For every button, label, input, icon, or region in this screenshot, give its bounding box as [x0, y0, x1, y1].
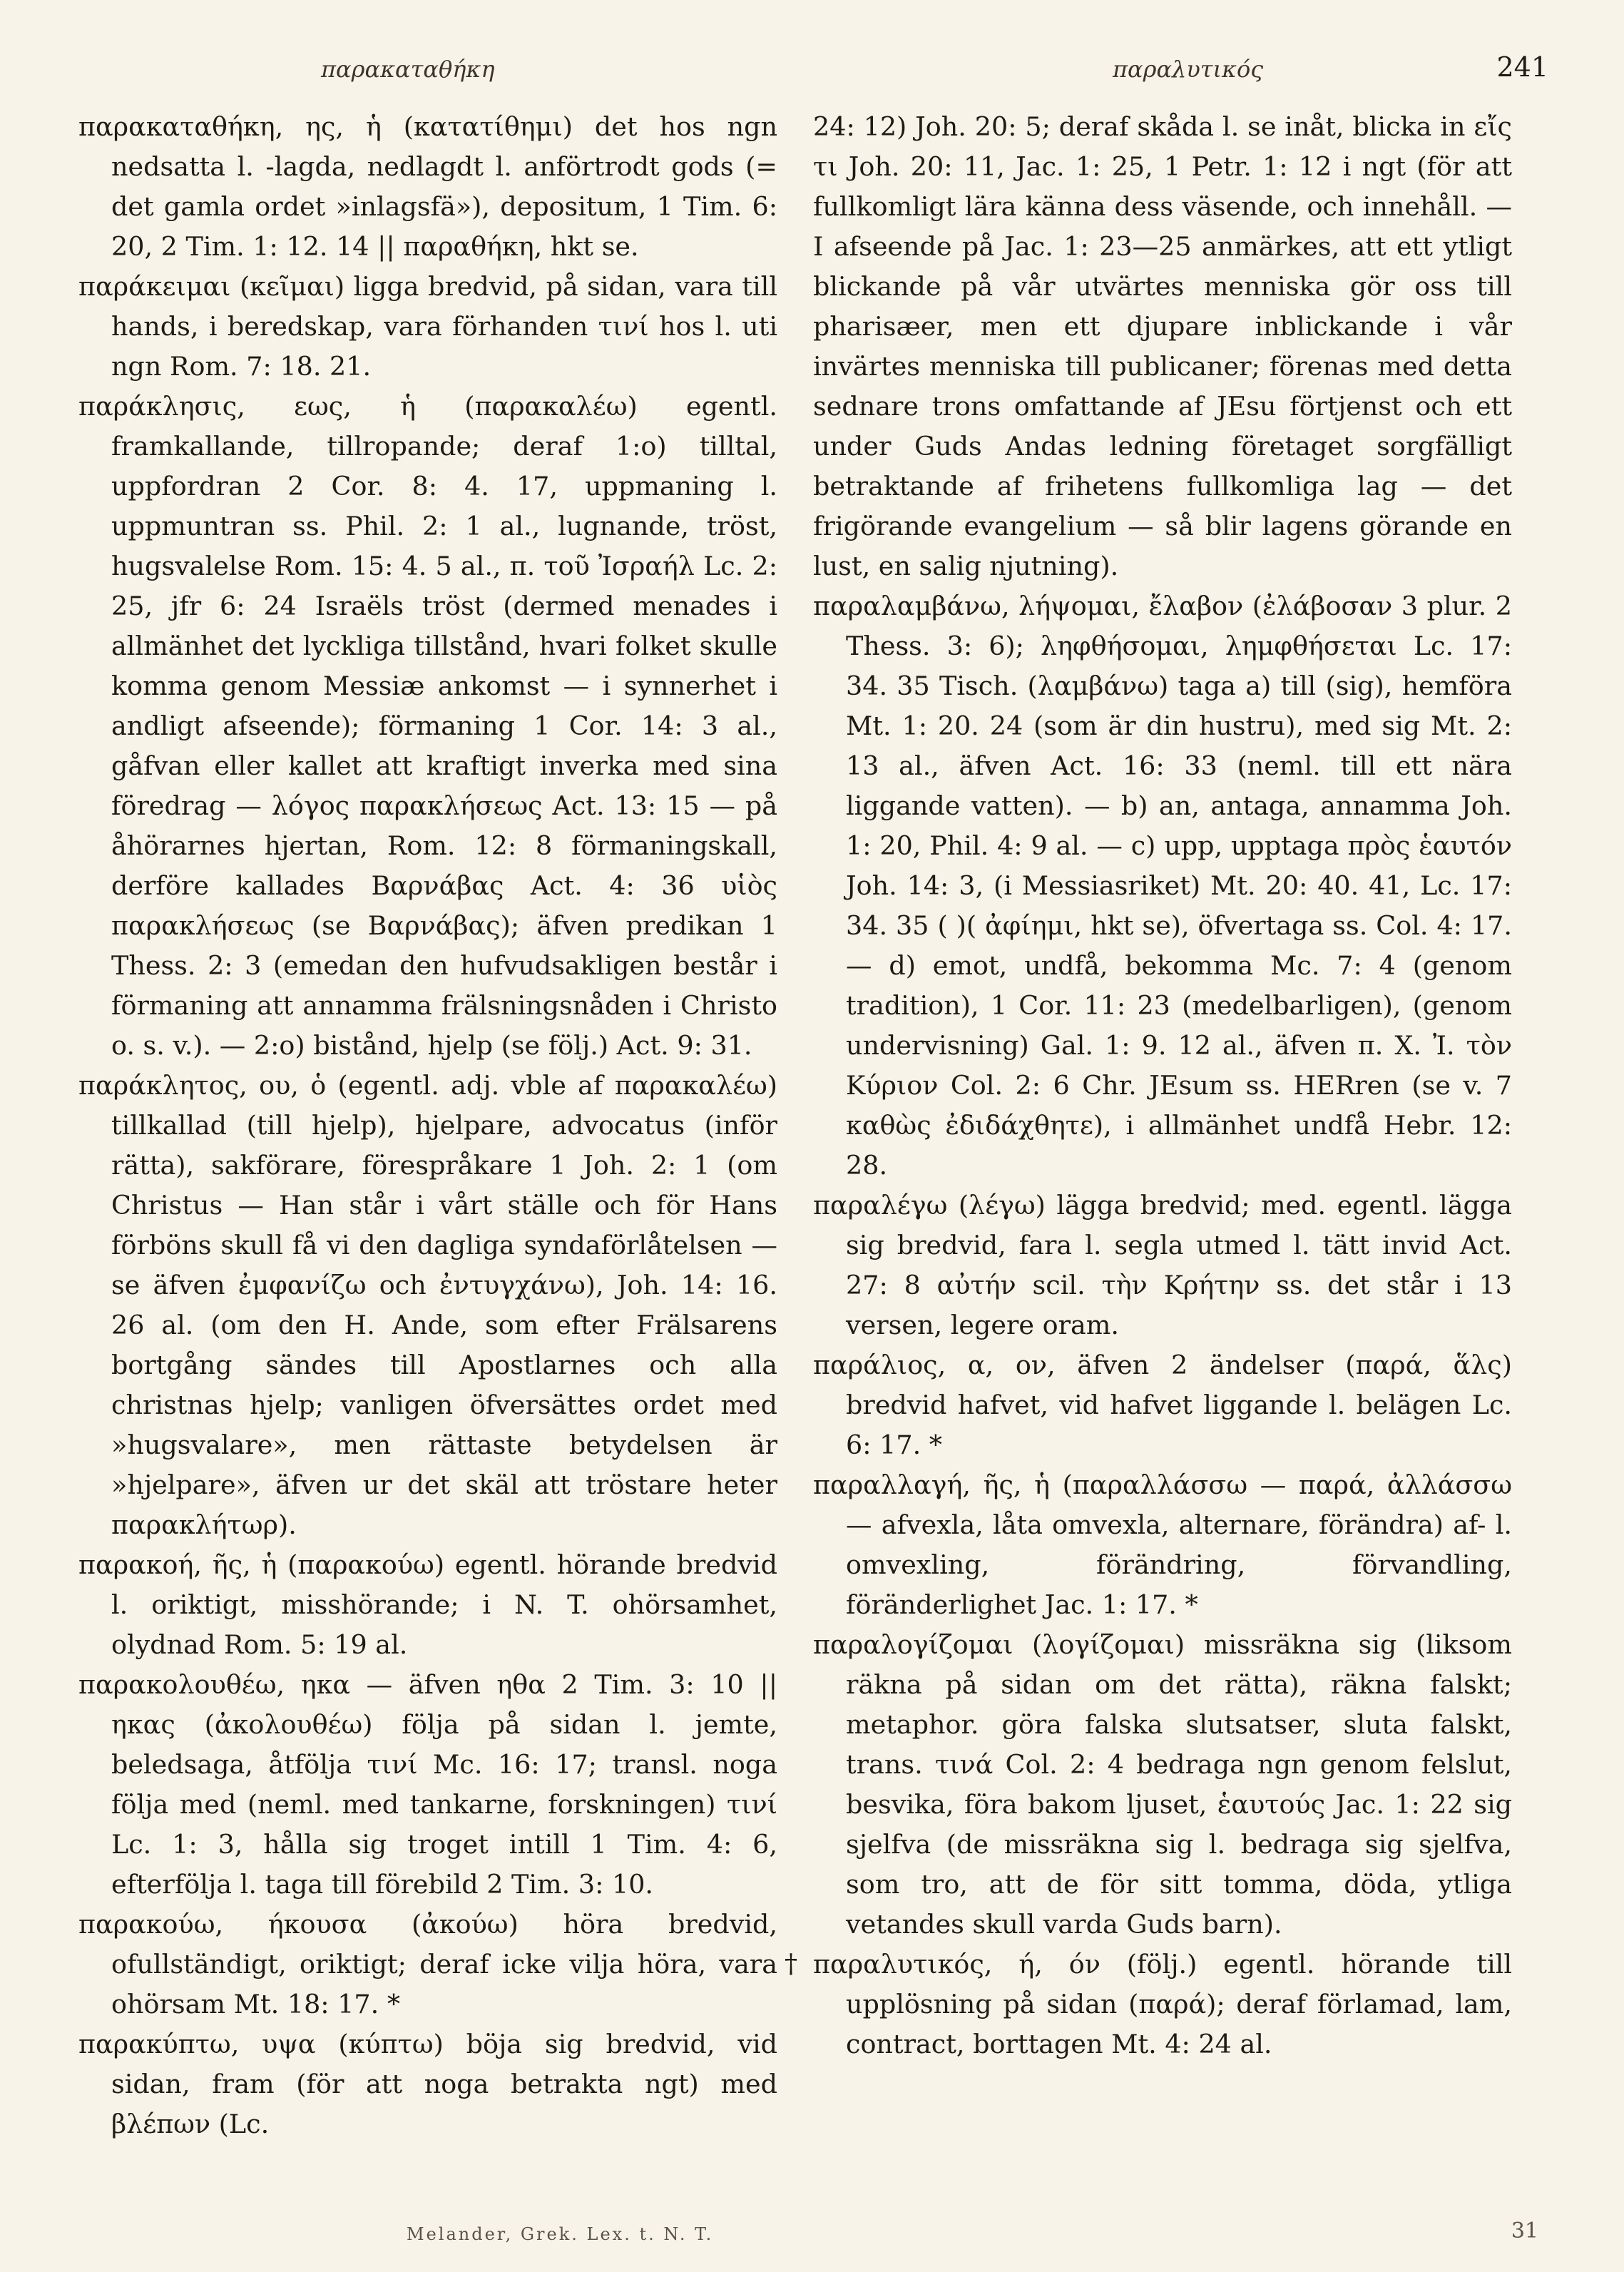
- printer-signature: Melander, Grek. Lex. t. N. T.: [407, 2224, 714, 2244]
- entry-parakouo: παρακούω, ήκουσα (ἀκούω) höra bredvid, ofullständigt, oriktigt; deraf icke vilja höra, vara ohörsam Mt. 18: 17. *: [78, 1909, 777, 2019]
- entry-parakeimai: παράκειμαι (κεῖμαι) ligga bredvid, på sidan, vara till hands, i beredskap, vara förhanden τινί hos l. uti ngn Rom. 7: 18. 21.: [78, 271, 777, 382]
- dagger-mark: †: [785, 1950, 797, 1979]
- entry-parakletos: παράκλητος, ου, ὁ (egentl. adj. vble af παρακαλέω) tillkallad (till hjelp), hjelpare, advocatus (inför rätta), sakförare, förespråkare 1 Joh. 2: 1 (om Christus — Han står i vårt ställe och för Hans förböns skull få vi den dagliga syndaförlåtelsen — se äfven ἐμφανίζω och ἐντυγχάνω), Joh. 14: 16. 26 al. (om den H. Ande, som efter Frälsarens bortgång sändes till Apostlarnes och alla christnas hjelp; vanligen öfversättes ordet med »hugsvalare», men rättaste betydelsen är »hjelpare», äfven ur det skäl att tröstare heter παρακλήτωρ).: [78, 1070, 777, 1540]
- entry-parakoe: παρακοή, ῆς, ἡ (παρακούω) egentl. hörande bredvid l. oriktigt, misshörande; i N. T. ohörsamhet, olydnad Rom. 5: 19 al.: [78, 1549, 777, 1660]
- left-column: [78, 107, 777, 2144]
- entry-paralogizomai: παραλογίζομαι (λογίζομαι) missräkna sig (liksom räkna på sidan om det rätta), räkna falskt; metaphor. göra falska slutsatser, sluta falskt, trans. τινά Col. 2: 4 bedraga ngn genom felslut, besvika, föra bakom ljuset, ἑαυτούς Jac. 1: 22 sig sjelfva (de missräkna sig l. bedraga sig sjelfva, som tro, att de för sitt tomma, döda, ytliga vetandes skull varda Guds barn).: [813, 1629, 1512, 1940]
- sheet-number: 31: [1511, 2218, 1538, 2243]
- entry-continuation: 24: 12) Joh. 20: 5; deraf skåda l. se inåt, blicka in εἴς τι Joh. 20: 11, Jac. 1: 25, 1 Petr. 1: 12 i ngt (för att fullkomligt lära känna dess väsende, och innehåll. — I afseende på Jac. 1: 23—25 anmärkes, att ett ytligt blickande på vår utvärtes menniska gör oss till pharisæer, men ett djupare inblickande i vår invärtes menniska till publicaner; förenas med detta sednare trons omfattande af JEsu förtjenst och ett under Guds Andas ledning företaget sorgfälligt betraktande af frihetens fullkomliga lag — det frigörande evangelium — så blir lagens görande en lust, en salig njutning).: [813, 111, 1512, 581]
- running-head-left: παρακαταθήκη: [321, 56, 495, 83]
- page-number: 241: [1496, 51, 1548, 83]
- entry-parakypto: παρακύπτω, υψα (κύπτω) böja sig bredvid, vid sidan, fram (för att noga betrakta ngt) med βλέπων (Lc.: [78, 2029, 777, 2139]
- entry-parakatatheke: παρακαταθήκη, ης, ἡ (κατατίθημι) det hos ngn nedsatta l. -lagda, nedlagdt l. anförtrodt gods (= det gamla ordet »inlagsfä»), depositum, 1 Tim. 6: 20, 2 Tim. 1: 12. 14 || παραθήκη, hkt se.: [78, 111, 777, 262]
- entry-paralambano: παραλαμβάνω, λήψομαι, ἔλαβον (ἐλάβοσαν 3 plur. 2 Thess. 3: 6); ληφθήσομαι, λημφθήσεται Lc. 17: 34. 35 Tisch. (λαμβάνω) taga a) till (sig), hemföra Mt. 1: 20. 24 (som är din hustru), med sig Mt. 2: 13 al., äfven Act. 16: 33 (neml. till ett nära liggande vatten). — b) an, antaga, annamma Joh. 1: 20, Phil. 4: 9 al. — c) upp, upptaga πρὸς ἑαυτόν Joh. 14: 3, (i Messiasriket) Mt. 20: 40. 41, Lc. 17: 34. 35 ( )( ἀφίημι, hkt se), öfvertaga ss. Col. 4: 17. — d) emot, undfå, bekomma Mc. 7: 4 (genom tradition), 1 Cor. 11: 23 (medelbarligen), (genom undervisning) Gal. 1: 9. 12 al., äfven π. Χ. Ἰ. τὸν Κύριον Col. 2: 6 Chr. JEsum ss. HERren (se v. 7 καθὼς ἐδιδάχθητε), i allmänhet undfå Hebr. 12: 28.: [813, 591, 1512, 1181]
- entry-paralytikos-wrapper: [785, 1945, 1512, 2064]
- entry-parallage: παραλλαγή, ῆς, ἡ (παραλλάσσω — παρά, ἀλλάσσω — afvexla, låta omvexla, alternare, förändra) af- l. omvexling, förändring, förvandling, föränderlighet Jac. 1: 17. *: [813, 1469, 1512, 1620]
- running-head-right: παραλυτικός: [1113, 56, 1264, 83]
- entry-paralios: παράλιος, α, ον, äfven 2 ändelser (παρά, ἅλς) bredvid hafvet, vid hafvet liggande l. belägen Lc. 6: 17. *: [813, 1350, 1512, 1460]
- entry-paraklesis: παράκλησις, εως, ἡ (παρακαλέω) egentl. framkallande, tillropande; deraf 1:o) tilltal, uppfordran 2 Cor. 8: 4. 17, uppmaning l. uppmuntran ss. Phil. 2: 1 al., lugnande, tröst, hugsvalelse Rom. 15: 4. 5 al., π. τοῦ Ἰσραήλ Lc. 2: 25, jfr 6: 24 Israëls tröst (dermed menades i allmänhet det lyckliga tillstånd, hvari folket skulle komma genom Messiæ ankomst — i synnerhet i andligt afseende); förmaning 1 Cor. 14: 3 al., gåfvan eller kallet att kraftigt inverka med sina föredrag — λόγος παρακλήσεως Act. 13: 15 — på åhörarnes hjertan, Rom. 12: 8 förmaningskall, derföre kallades Βαρνάβας Act. 4: 36 υἱὸς παρακλήσεως (se Βαρνάβας); äfven predikan 1 Thess. 2: 3 (emedan den hufvudsakligen består i förmaning att annamma frälsningsnåden i Christo o. s. v.). — 2:o) bistånd, hjelp (se följ.) Act. 9: 31.: [78, 391, 777, 1061]
- entry-parakoloutheo: παρακολουθέω, ηκα — äfven ηθα 2 Tim. 3: 10 || ηκας (ἀκολουθέω) följa på sidan l. jemte, beledsaga, åtfölja τινί Mc. 16: 17; transl. noga följa med (neml. med tankarne, forskningen) τινί Lc. 1: 3, hålla sig troget intill 1 Tim. 4: 6, efterfölja l. taga till förebild 2 Tim. 3: 10.: [78, 1669, 777, 1900]
- entry-paralego: παραλέγω (λέγω) lägga bredvid; med. egentl. lägga sig bredvid, fara l. segla utmed l. tätt invid Act. 27: 8 αὐτήν scil. τὴν Κρήτην ss. det står i 13 versen, legere oram.: [813, 1190, 1512, 1340]
- entry-paralytikos: παραλυτικός, ή, όν (följ.) egentl. hörande till upplösning på sidan (παρά); deraf förlamad, lam, contract, borttagen Mt. 4: 24 al.: [813, 1949, 1512, 2059]
- right-column: [785, 107, 1512, 2064]
